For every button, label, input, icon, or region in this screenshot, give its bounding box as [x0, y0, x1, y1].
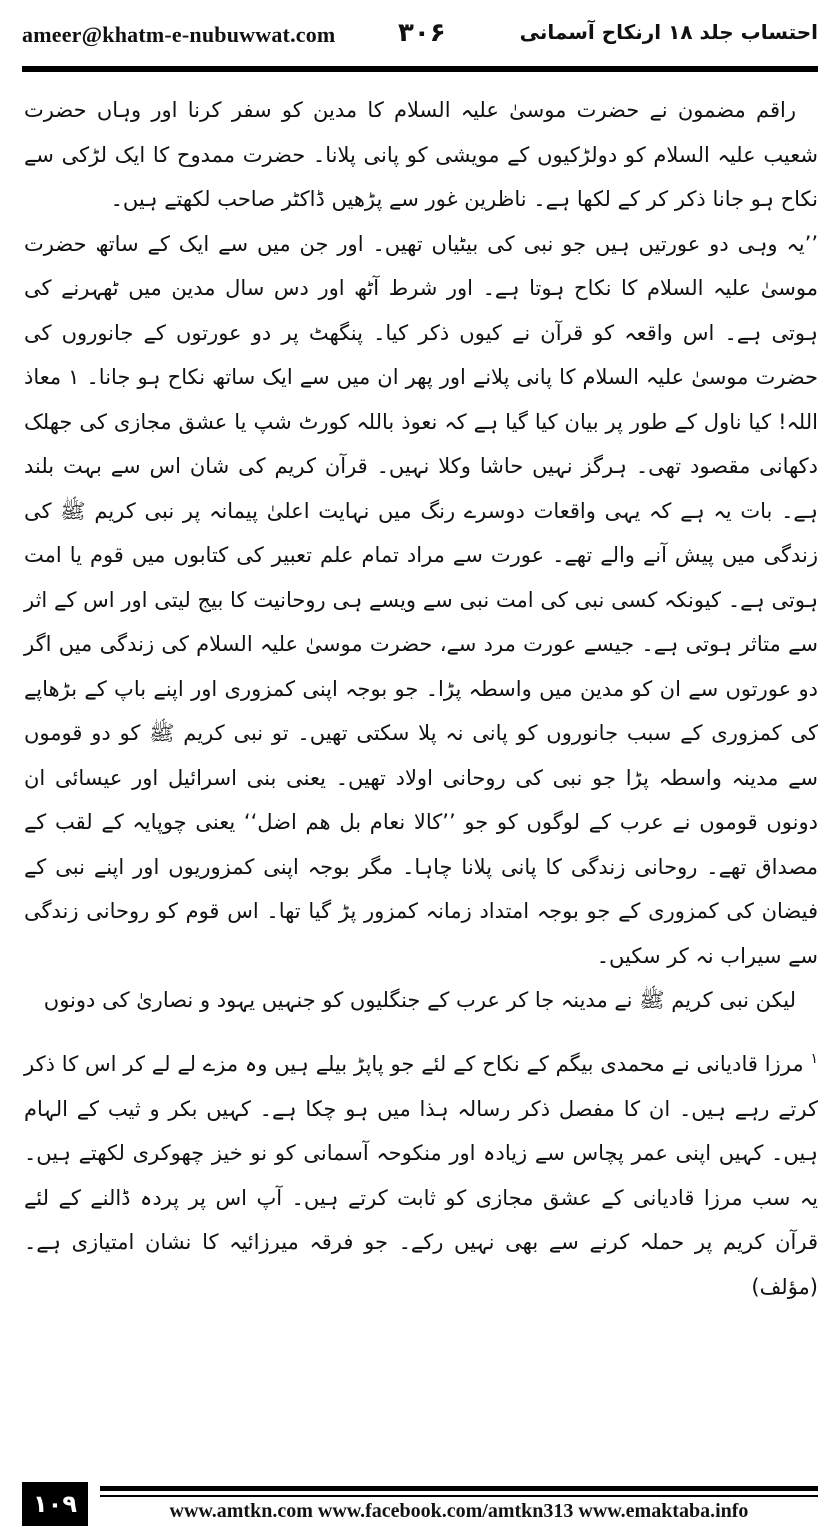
header-page-number: ۳۰۶	[398, 18, 446, 48]
footer-page-number: ۱۰۹	[22, 1482, 88, 1526]
footer-rule-thick	[100, 1486, 818, 1491]
paragraph-2: ’’یہ وہی دو عورتیں ہیں جو نبی کی بیٹیاں تھیں۔ اور جن میں سے ایک کے ساتھ حضرت موسیٰ علیہ السلام کا نکاح ہوتا ہے۔ اور شرط آٹھ اور دس سال مدین میں ٹھہرنے کی ہوتی ہے۔ اس واقعہ کو قرآن نے کیوں ذکر کیا۔ پنگھٹ پر دو عورتوں کے جانوروں کی حضرت موسیٰ علیہ السلام کا پانی پلانے اور پھر ان میں سے ایک ساتھ نکاح ہو جانا۔ ۱ معاذ اللہ! کیا ناول کے طور پر بیان کیا گیا ہے کہ نعوذ باللہ کورٹ شپ یا عشق مجازی کی جھلک دکھانی مقصود تھی۔ ہرگز نہیں حاشا وکلا نہیں۔ قرآن کریم کی شان اس سے بہت بلند ہے۔ بات یہ ہے کہ یہی واقعات دوسرے رنگ میں نہایت اعلیٰ پیمانہ پر نبی کریم ﷺ کی زندگی میں پیش آنے والے تھے۔ عورت سے مراد تمام علم تعبیر کی کتابوں میں قوم یا امت ہوتی ہے۔ کیونکہ کسی نبی کی امت نبی سے ویسے ہی روحانیت کا بیج لیتی اور اس کے اثر سے متاثر ہوتی ہے۔ جیسے عورت مرد سے، حضرت موسیٰ علیہ السلام کی زندگی میں اگر دو عورتوں سے ان کو مدین میں واسطہ پڑا۔ جو بوجہ اپنی کمزوری اور اپنے باپ کے بڑھاپے کی کمزوری کے سبب جانوروں کو پانی نہ پلا سکتی تھیں۔ تو نبی کریم ﷺ کو دو قوموں سے مدینہ واسطہ پڑا جو نبی کی روحانی اولاد تھیں۔ یعنی بنی اسرائیل اور عیسائی ان دونوں قوموں نے عرب کے لوگوں کو جو ’’کالا نعام بل ھم اضل‘‘ یعنی چوپایہ کے لقب کے مصداق تھے۔ روحانی زندگی کا پانی پلانا چاہا۔ مگر بوجہ اپنی کمزوریوں اور اپنے نبی کے فیضان کی کمزوری کے جو بوجہ امتداد زمانہ کمزور پڑ گیا تھا۔ اس قوم کو روحانی زندگی سے سیراب نہ کر سکیں۔	[24, 231, 818, 968]
page-header	[22, 18, 818, 62]
header-rule	[22, 66, 818, 72]
footnote	[24, 1042, 818, 1309]
footer-links: www.amtkn.com www.facebook.com/amtkn313 www.emaktaba.info	[169, 1500, 749, 1522]
paragraph-3: لیکن نبی کریم ﷺ نے مدینہ جا کر عرب کے جنگلیوں کو جنہیں یہود و نصاریٰ کی دونوں	[43, 988, 796, 1012]
footnote-marker: ۱	[810, 1051, 818, 1067]
footnote-text: مرزا قادیانی نے محمدی بیگم کے نکاح کے لئے جو پاپڑ بیلے ہیں وہ مزے لے لے کر اس کا ذکر کرتے رہے ہیں۔ ان کا مفصل ذکر رسالہ ہذا میں ہو چکا ہے۔ کہیں بکر و ثیب کے الہام ہیں۔ کہیں اپنی عمر پچاس سے زیادہ اور منکوحہ آسمانی کو نو خیز چھوکری لکھتے ہیں۔ یہ سب مرزا قادیانی کے عشق مجازی کو ثابت کرتے ہیں۔ آپ اس پر پردہ ڈالنے کے لئے قرآن کریم پر حملہ کرنے سے بھی نہیں رکے۔ جو فرقہ میرزائیہ کا نشان امتیازی ہے۔ (مؤلف)	[24, 1052, 818, 1299]
paragraph-1: راقم مضمون نے حضرت موسیٰ علیہ السلام کا مدین کو سفر کرنا اور وہاں حضرت شعیب علیہ السلام کو دولڑکیوں کے مویشی کو پانی پلانا۔ حضرت ممدوح کا ایک لڑکی سے نکاح ہو جانا ذکر کر کے لکھا ہے۔ ناظرین غور سے پڑھیں ڈاکٹر صاحب لکھتے ہیں۔	[24, 98, 818, 211]
footer-rule-thin	[100, 1495, 818, 1497]
header-email: ameer@khatm-e-nubuwwat.com	[22, 22, 336, 47]
header-title: احتساب جلد ۱۸ ارنکاح آسمانی	[519, 20, 818, 44]
main-text	[24, 88, 818, 1023]
